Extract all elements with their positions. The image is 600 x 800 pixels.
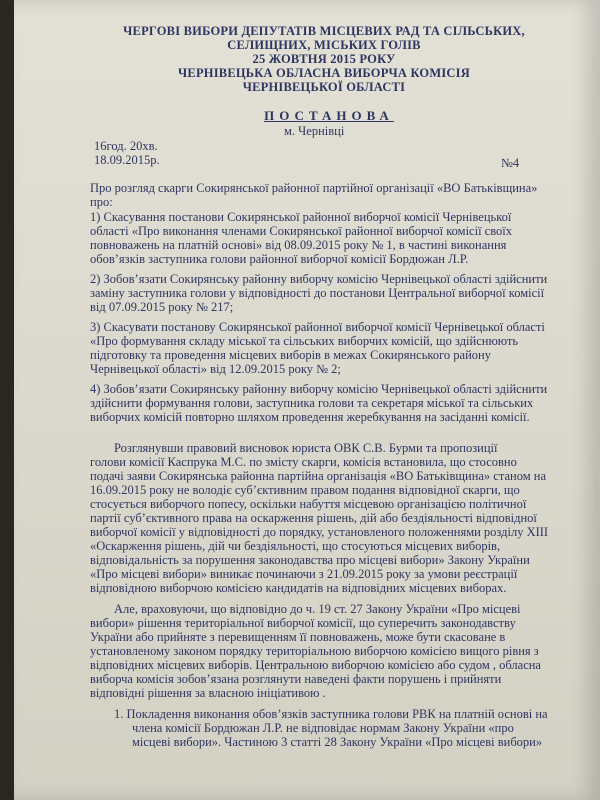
header-line-3: 25 ЖОВТНЯ 2015 РОКУ <box>252 52 396 66</box>
body-line: голови комісії Каспрука М.С. по змісту скарги, комісія встановила, що стосовно <box>90 455 517 469</box>
document-header <box>114 24 534 94</box>
body-line: «Оскарження рішень, дій чи бездіяльності, що стосуються місцевих виборів, <box>90 539 501 553</box>
body-line: Розглянувши правовий висновок юриста ОВК С.В. Бурми та пропозиції <box>114 441 498 455</box>
body-line: виборчих комісій повторно шляхом проведення жеребкування на засіданні комісії. <box>90 410 530 424</box>
document-page <box>14 0 600 800</box>
body-line: члена комісії Бордюжан Л.Р. не відповідає нормам Закону України «про <box>132 721 514 735</box>
document-title: ПОСТАНОВА <box>264 108 394 123</box>
body-line: відповідних місцевих виборів. Центральною виборчою комісією або судом , обласна <box>90 658 541 672</box>
document-city: м. Чернівці <box>284 124 345 138</box>
body-line: виборчої комісії у відповідності до порядку, установленого положеннями розділу XIII <box>90 525 549 539</box>
body-line: відповідною виборчою комісією кандидатів на відповідних місцевих виборах. <box>90 581 507 595</box>
body-line: обов’язків заступника голови районної виборчої комісії Бордюжан Л.Р. <box>90 252 469 266</box>
body-line: «Про місцеві вибори» виникає починаючи з 21.09.2015 року за умови реєстрації <box>90 567 518 581</box>
body-line: 2) Зобов’язати Сокирянську районну виборчу комісію Чернівецької області здійснити <box>90 272 548 286</box>
body-line: заміну заступника голови у відповідності до постанови Центральної виборчої комісії <box>90 286 545 300</box>
header-line-5: ЧЕРНІВЕЦЬКОЇ ОБЛАСТІ <box>242 80 406 94</box>
body-line: області «Про виконання членами Сокирянської районної виборчої комісії своїх <box>90 224 513 238</box>
body-line: від 07.09.2015 року № 217; <box>90 300 234 314</box>
body-line: місцеві вибори». Частиною 3 статті 28 Закону України «Про місцеві вибори» <box>132 735 543 749</box>
body-line: 4) Зобов’язати Сокирянську районну виборчу комісію Чернівецької області здійснити <box>90 382 548 396</box>
body-line: Але, враховуючи, що відповідно до ч. 19 ст. 27 Закону України «Про місцеві <box>114 602 521 616</box>
body-line: здійснити формування голови, заступника голови та секретаря міської та сільських <box>90 396 534 410</box>
body-line: «Про формування складу міської та сільських виборчих комісій, що здійснюють <box>90 334 519 348</box>
body-line: про: <box>90 195 113 209</box>
body-line: подачі заяви Сокирянська районна партійна організація «ВО Батьківщина» станом на <box>90 469 546 483</box>
body-line: установленому законом порядку територіальною виборчою комісією вищого рівня з <box>90 644 539 658</box>
body-line: повноважень на платній основі» від 08.09.2015 року № 1, в частині виконання <box>90 238 507 252</box>
document-time: 16год. 20хв. <box>94 139 158 153</box>
body-line: відповідні рішення за власною ініціативою . <box>90 686 326 700</box>
document-date: 18.09.2015р. <box>94 153 160 167</box>
body-line: партії суб’єктивного права на оскарження рішень, дій або бездіяльності відповідної <box>90 511 537 525</box>
body-line: України або прийняте з перевищенням її повноважень, може бути скасоване в <box>90 630 506 644</box>
document-number: №4 <box>501 156 520 170</box>
body-line: відповідальність за порушення законодавства про місцеві вибори» Закону України <box>90 553 530 567</box>
body-line: 1) Скасування постанови Сокирянської районної виборчої комісії Чернівецької <box>90 210 512 224</box>
body-line: 3) Скасувати постанову Сокирянської районної виборчої комісії Чернівецької області <box>90 320 545 334</box>
body-line: вибори» рішення територіальної виборчої комісії, що суперечить законодавству <box>90 616 516 630</box>
header-line-1: ЧЕРГОВІ ВИБОРИ ДЕПУТАТІВ МІСЦЕВИХ РАД ТА СІЛЬСЬКИХ, <box>123 24 525 38</box>
body-line: 16.09.2015 року не володіє суб’єктивним правом подання відповідної скарги, що <box>90 483 520 497</box>
body-line: стосується виборчого попесу, оскільки набуття місцевою організацією політичної <box>90 497 527 511</box>
body-line: виборча комісія зобов’язана розглянути наведені факти порушень і прийняти <box>90 672 502 686</box>
header-line-2: СЕЛИЩНИХ, МІСЬКИХ ГОЛІВ <box>227 38 421 52</box>
body-line: 1. Покладення виконання обов’язків заступника голови РВК на платній основі на <box>114 707 548 721</box>
body-line: Про розгляд скарги Сокирянської районної партійної організації «ВО Батьківщина» <box>90 181 538 195</box>
body-line: підготовку та проведення місцевих виборів в межах Сокирянського району <box>90 348 491 362</box>
body-line: Чернівецької області» від 12.09.2015 року № 2; <box>90 362 341 376</box>
header-line-4: ЧЕРНІВЕЦЬКА ОБЛАСНА ВИБОРЧА КОМІСІЯ <box>178 66 470 80</box>
